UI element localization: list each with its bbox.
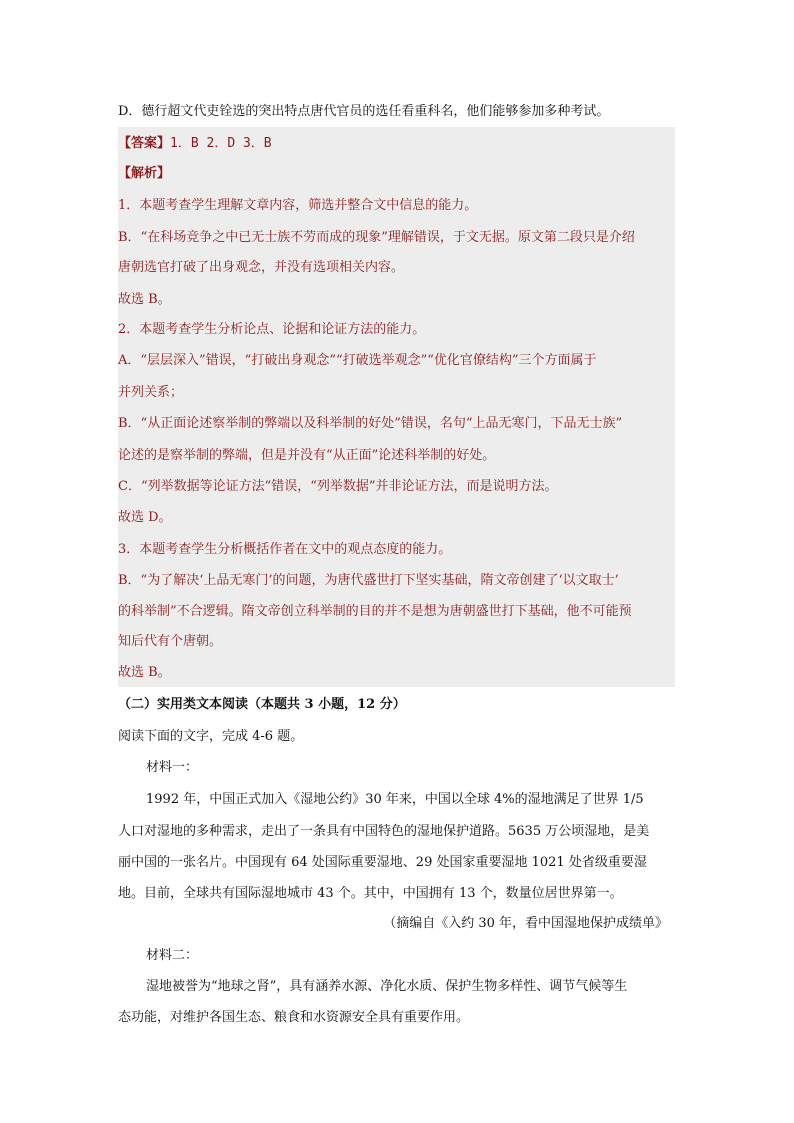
analysis-q3-intro: 3．本题考查学生分析概括作者在文中的观点态度的能力。	[118, 542, 452, 557]
answer-line	[118, 134, 272, 154]
material-one-source: （摘编自《入约 30 年，看中国湿地保护成绩单》	[383, 916, 668, 931]
analysis-q3-b-cont: 的科举制”不合逻辑。隋文帝创立科举制的目的并不是想为唐朝盛世打下基础，他不可能预	[118, 604, 632, 619]
analysis-q1-b-cont: 唐朝选官打破了出身观念，并没有选项相关内容。	[118, 260, 405, 275]
section-title: （二）实用类文本阅读（本题共 3 小题，12 分）	[118, 697, 406, 712]
answer-label: 【答案】	[118, 136, 171, 151]
analysis-q3-b-cont2: 知后代有个唐朝。	[118, 634, 223, 649]
analysis-q1-intro: 1．本题考查学生理解文章内容，筛选并整合文中信息的能力。	[118, 198, 478, 213]
analysis-q2-a: A．“层层深入”错误，“打破出身观念”“打破选举观念”“优化官僚结构”三个方面属于	[118, 353, 597, 368]
analysis-q1-b: B．“在科场竞争之中已无士族不劳而成的现象”理解错误，于文无据。原文第二段只是介绍	[118, 230, 635, 245]
analysis-q3-b: B．“为了解决‘上品无寒门’的问题，为唐代盛世打下坚实基础，隋文帝创建了‘以文取士’	[118, 573, 619, 588]
material-one-para-line4: 地。目前，全球共有国际湿地城市 43 个。其中，中国拥有 13 个，数量位居世界第一。	[118, 886, 623, 901]
analysis-q3-choice: 故选 B。	[118, 665, 171, 680]
analysis-label: 【解析】	[118, 166, 171, 181]
analysis-q1-choice: 故选 B。	[118, 292, 171, 307]
analysis-q2-intro: 2．本题考查学生分析论点、论据和论证方法的能力。	[118, 322, 426, 337]
material-one-label: 材料一：	[146, 760, 199, 775]
analysis-q2-b: B．“从正面论述察举制的弊端以及科举制的好处”错误，名句“上品无寒门，下品无士族”	[118, 416, 623, 431]
option-d-line: D．德行超文代吏铨选的突出特点唐代官员的选任看重科名，他们能够参加多种考试。	[118, 104, 610, 119]
analysis-q2-a-cont: 并列关系；	[118, 385, 184, 400]
material-two-para-line1: 湿地被誉为“地球之肾”，具有涵养水源、净化水质、保护生物多样性、调节气候等生	[146, 979, 628, 994]
analysis-q2-choice: 故选 D。	[118, 510, 172, 525]
analysis-q2-c: C．“列举数据等论证方法”错误，“列举数据”并非论证方法，而是说明方法。	[118, 479, 558, 494]
material-two-para-line2: 态功能，对维护各国生态、粮食和水资源安全具有重要作用。	[118, 1010, 470, 1025]
material-one-para-line3: 丽中国的一张名片。中国现有 64 处国际重要湿地、29 处国家重要湿地 1021 处省级重要湿	[118, 855, 647, 870]
material-one-para-line2: 人口对湿地的多种需求，走出了一条具有中国特色的湿地保护道路。5635 万公顷湿地，是美	[118, 824, 650, 839]
instruction-line: 阅读下面的文字，完成 4-6 题。	[118, 729, 304, 744]
material-one-para-line1: 1992 年，中国正式加入《湿地公约》30 年来，中国以全球 4%的湿地满足了世界 1/5	[146, 792, 644, 807]
answer-values: 1．B 2．D 3．B	[170, 136, 272, 151]
analysis-q2-b-cont: 论述的是察举制的弊端，但是并没有“从正面”论述科举制的好处。	[118, 448, 496, 463]
material-two-label: 材料二：	[146, 948, 199, 963]
